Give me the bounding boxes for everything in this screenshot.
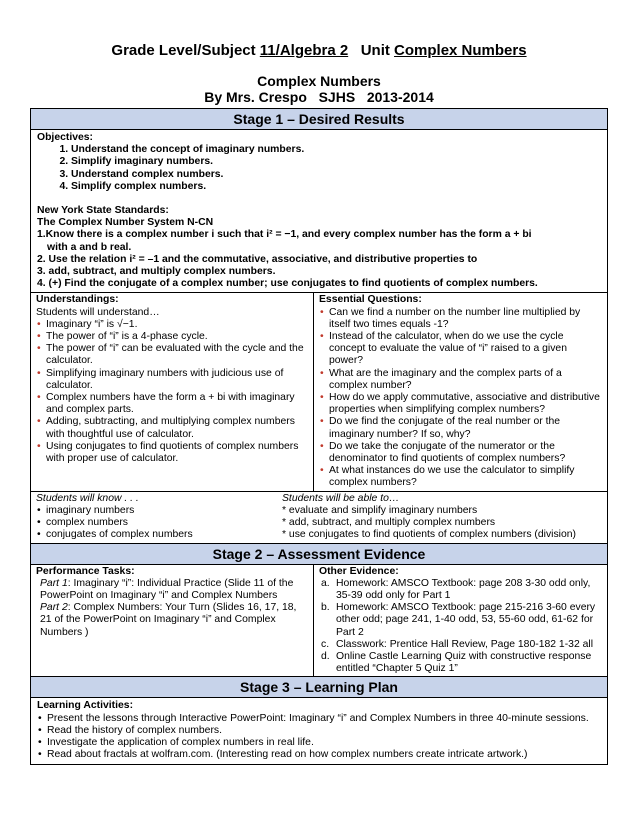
standard-1: 1.Know there is a complex number i such that i² = −1, and every complex number has the form a + bi [37,229,532,241]
part2-text: : Complex Numbers: Your Turn (Slides 16, 17, 18, 21 of the PowerPoint on Imaginary “i” and Complex Numbers ) [40,602,297,638]
objective-item-text: Simplify complex numbers. [71,180,207,192]
bullet-icon: • [37,416,41,428]
item-text: Homework: AMSCO Textbook: page 215-216 3-60 every other odd; page 241, 1-40 odd, 53, 55-60 odd, 61-62 for Part 2 [336,602,596,638]
bullet-icon: • [37,343,41,355]
know-item-text: complex numbers [46,517,129,529]
know-list [36,505,282,542]
activity-item-text: Investigate the application of complex numbers in real life. [47,736,314,748]
understanding-item [36,368,308,392]
activity-item [37,713,601,725]
subject-value: 11/Algebra 2 [259,42,349,59]
questions-cell [314,293,607,490]
item-letter: a. [321,577,330,589]
bullet-icon: • [320,392,324,404]
standards-system: The Complex Number System N-CN [37,217,214,229]
understanding-item [36,392,308,416]
standard-3: 3. add, subtract, and multiply complex numbers. [37,266,276,278]
bullet-icon: • [37,529,41,541]
bullet-icon: • [37,517,41,529]
bullet-icon: • [38,736,42,748]
understanding-item-text: Imaginary “i” is √−1. [46,318,138,330]
bullet-icon: • [37,367,41,379]
stage3-header: Stage 3 – Learning Plan [31,677,607,698]
bullet-icon: • [320,465,324,477]
bullet-icon: • [37,331,41,343]
know-item [36,517,282,529]
understanding-item-text: Simplifying imaginary numbers with judicious use of calculator. [46,367,284,391]
understandings-list [36,319,308,465]
questions-label: Essential Questions: [319,294,422,306]
understanding-item [36,343,308,367]
understanding-item [36,416,308,440]
objective-item [71,169,601,181]
objectives-section [31,130,607,293]
subject-label: Grade Level/Subject [111,42,260,59]
unit-label: Unit [360,42,395,59]
question-item [319,307,602,331]
item-letter: b. [321,602,330,614]
bullet-icon: • [320,306,324,318]
question-item-text: How do we apply commutative, associative and distributive properties when simplifying complex numbers? [329,392,600,416]
other-evidence-list [319,578,602,676]
know-item-text: conjugates of complex numbers [46,529,193,541]
bullet-icon: • [37,392,41,404]
part2 [36,602,308,639]
bullet-icon: • [37,318,41,330]
activity-item-text: Read about fractals at wolfram.com. (Interesting read on how complex numbers create intricate artwork.) [47,749,528,761]
bullet-icon: • [38,712,42,724]
item-letter: c. [321,638,330,650]
questions-list [319,307,602,490]
stage2-header: Stage 2 – Assessment Evidence [31,544,607,565]
bullet-icon: • [37,504,41,516]
activities-list [37,713,601,762]
question-item-text: At what instances do we use the calculator to simplify complex numbers? [329,465,575,489]
understandings-intro: Students will understand… [36,306,160,318]
know-able-row [31,492,607,544]
objectives-list [37,144,601,193]
understandings-cell [31,293,314,490]
performance-label: Performance Tasks: [36,565,135,577]
standards-label: New York State Standards: [37,205,169,217]
understandings-questions-row [31,293,607,491]
understanding-item-text: The power of “i” is a 4-phase cycle. [46,331,208,343]
stage1-header: Stage 1 – Desired Results [31,109,607,130]
activity-item-text: Present the lessons through Interactive PowerPoint: Imaginary “i” and Complex Numbers in three 40-minute sessions. [47,712,589,724]
activity-item [37,725,601,737]
question-item-text: Instead of the calculator, when do we use the cycle concept to evaluate the value of “i” raised to a given power? [329,331,567,367]
item-letter: d. [321,650,330,662]
unit-value: Complex Numbers [394,42,527,59]
know-item-text: imaginary numbers [46,504,135,516]
item-text: Online Castle Learning Quiz with constructive response entitled “Chapter 5 Quiz 1” [336,650,592,675]
document-title [0,73,638,105]
activity-item [37,749,601,761]
other-evidence-item [321,602,602,639]
bullet-icon: • [320,331,324,343]
objective-item [71,156,601,168]
question-item [319,392,602,416]
objective-item-text: Understand complex numbers. [71,168,224,180]
understanding-item-text: Using conjugates to find quotients of complex numbers with proper use of calculator. [46,440,299,465]
other-evidence-cell [314,565,607,677]
other-evidence-item [321,638,602,651]
know-label: Students will know . . . [36,492,139,504]
activity-item [37,737,601,749]
able-item: * evaluate and simplify imaginary numbers [282,504,478,516]
know-item [36,529,282,541]
unit-plan-table [30,108,608,765]
performance-cell [31,565,314,677]
question-item-text: Do we take the conjugate of the numerator or the denominator to find quotients of complex numbers? [329,440,566,465]
part1 [36,578,308,602]
know-item [36,505,282,517]
bullet-icon: • [320,416,324,428]
question-item-text: What are the imaginary and the complex parts of a complex number? [329,367,562,391]
question-item [319,441,602,465]
subject-heading [0,42,638,59]
assessment-row [31,565,607,678]
objective-item [71,181,601,193]
question-item [319,465,602,489]
able-item: * use conjugates to find quotients of complex numbers (division) [282,529,576,541]
understanding-item-text: Complex numbers have the form a + bi with imaginary and complex parts. [46,392,295,416]
question-item [319,368,602,392]
standard-2: 2. Use the relation i² = –1 and the commutative, associative, and distributive properties to [37,253,478,265]
question-item-text: Can we find a number on the number line multiplied by itself two times equals -1? [329,306,581,330]
understanding-item [36,441,308,465]
bullet-icon: • [37,440,41,452]
part1-text: : Imaginary “i”: Individual Practice (Slide 11 of the PowerPoint on Imaginary “i” and Complex Numbers [40,577,294,601]
understanding-item-text: The power of “i” can be evaluated with the cycle and the calculator. [46,343,304,367]
bullet-icon: • [38,724,42,736]
title-line: Complex Numbers [257,73,381,89]
standard-4: 4. (+) Find the conjugate of a complex number; use conjugates to find quotients of complex numbers. [37,278,538,290]
able-label: Students will be able to… [282,492,400,504]
bullet-icon: • [38,749,42,761]
understandings-label: Understandings: [36,294,119,306]
item-text: Homework: AMSCO Textbook: page 208 3-30 odd only, 35-39 odd only for Part 1 [336,577,591,601]
objective-item-text: Understand the concept of imaginary numbers. [71,144,305,156]
item-text: Classwork: Prentice Hall Review, Page 180-182 1-32 all [336,638,594,650]
activities-section [31,698,607,764]
question-item-text: Do we find the conjugate of the real number or the imaginary number? If so, why? [329,416,561,440]
objective-item [71,144,601,156]
question-item [319,331,602,368]
part1-label: Part 1 [40,577,68,589]
activity-item-text: Read the history of complex numbers. [47,724,222,736]
objectives-label: Objectives: [37,132,94,143]
other-evidence-item [321,650,602,675]
bullet-icon: • [320,367,324,379]
part2-label: Part 2 [40,602,68,614]
understanding-item [36,331,308,343]
objective-item-text: Simplify imaginary numbers. [71,156,214,168]
standard-1-cont: with a and b real. [47,241,132,253]
able-cell [282,493,602,542]
understanding-item [36,319,308,331]
other-evidence-label: Other Evidence: [319,565,399,577]
byline: By Mrs. Crespo SJHS 2013-2014 [204,89,434,105]
know-cell [36,493,282,542]
able-item: * add, subtract, and multiply complex numbers [282,517,496,529]
bullet-icon: • [320,440,324,452]
question-item [319,416,602,440]
activities-label: Learning Activities: [37,700,134,712]
other-evidence-item [321,577,602,602]
understanding-item-text: Adding, subtracting, and multiplying complex numbers with thoughtful use of calculator. [46,416,295,440]
able-list [282,505,602,542]
